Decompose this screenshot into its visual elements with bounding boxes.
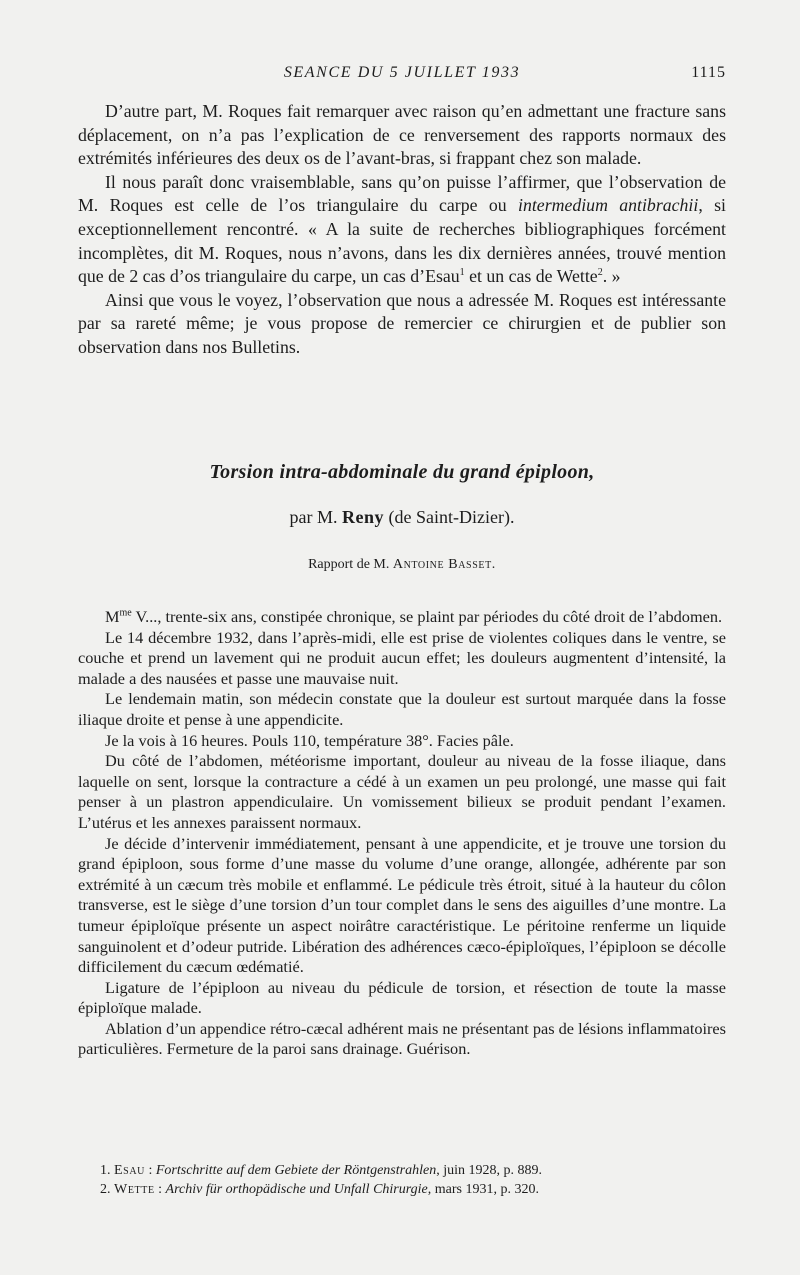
paragraph: Le lendemain matin, son médecin constate que la douleur est surtout marquée dans la fosse iliaque droite et pense à une appendicite. [78,689,726,729]
footnote-sep: : [144,1163,156,1178]
footnote-title: Fortschritte auf dem Gebiete der Röntgenstrahlen [155,1163,437,1178]
footnote [100,1180,726,1199]
footnote-author: Esau [114,1163,145,1178]
intro-section [78,100,726,360]
author-name: Reny [342,507,385,527]
paragraph: Le 14 décembre 1932, dans l’après-midi, elle est prise de violentes coliques dans le ventre, se couche et prend un lavement qui ne produit aucun effet; les douleurs augmentent d’intensité, la malade a des nausées et passe une mauvaise nuit. [78,627,726,688]
footnote-rest: , mars 1931, p. 320. [427,1182,539,1197]
salutation-sup: me [119,607,132,619]
text-run: . » [602,266,621,287]
text-run: V..., trente-six ans, constipée chronique, se plaint par périodes du côté droit de l’abdomen. [131,607,723,626]
byline [78,507,726,528]
footnote-number: 2. [100,1182,111,1197]
footnotes [100,1161,726,1199]
text-run: et un cas de Wette [464,266,598,287]
text-run: , si exceptionnellement rencontré. « A la suite de recherches bibliographiques forcément incomplètes, dit M. Roques, nous n’avons, dans les dix dernières années, trouvé mention que de 2 cas d’os triangulaire du carpe, un cas d’Esau [78,195,726,287]
footnote [100,1161,726,1180]
report-line [78,557,726,573]
paragraph: D’autre part, M. Roques fait remarquer avec raison qu’en admettant une fracture sans déplacement, on n’a pas l’explication de ce renversement des rapports normaux des extrémités inférieures des deux os de l’avant-bras, si frappant chez son malade. [78,101,726,169]
paragraph: Ligature de l’épiploon au niveau du pédicule de torsion, et résection de toute la masse épiploïque malade. [78,977,726,1018]
footnote-ref: 2 [597,267,603,279]
article-title: Torsion intra-abdominale du grand épiploon, [209,461,595,483]
paragraph: Je la vois à 16 heures. Pouls 110, température 38°. Facies pâle. [105,730,514,750]
footnote-number: 1. [100,1163,111,1178]
paragraph [78,607,726,628]
case-report [78,607,726,1060]
running-head [78,64,726,86]
latin-term: intermedium antibrachii [518,195,699,216]
paragraph: Je décide d’intervenir immédiatement, pensant à une appendicite, et je trouve une torsion du grand épiploon, sous forme d’une masse du volume d’une orange, allongée, adhérente par son extrémité à un cæcum très mobile et enflammé. Le pédicule très étroit, situé à la hauteur du côlon transverse, est le siège d’une torsion d’un tour complet dans le sens des aiguilles d’une montre. La tumeur épiploïque présente un aspect noirâtre caractéristique. Le péritoine renferme un liquide sanguinolent et d’odeur putride. Libération des adhérences cæco-épiploïques, l’épiploon se décolle difficilement du cæcum œdématié. [78,833,726,977]
footnote-rest: , juin 1928, p. 889. [436,1163,542,1178]
footnote-sep: : [154,1182,166,1197]
page-number: 1115 [691,64,726,81]
paragraph: Ablation d’un appendice rétro-cæcal adhérent mais ne présentant pas de lésions inflammatoires particulières. Fermeture de la paroi sans drainage. Guérison. [78,1018,726,1059]
paragraph: Du côté de l’abdomen, météorisme important, douleur au niveau de la fosse iliaque, dans laquelle on sent, lorsque la contracture a cédé à un examen un peu prolongé, une masse qui fait penser à un plastron appendiculaire. Un vomissement bilieux se produit pendant l’examen. L’utérus et les annexes paraissent normaux. [78,751,726,832]
footnote-author: Wette [114,1182,155,1197]
byline-suffix: (de Saint-Dizier). [384,507,515,527]
byline-prefix: par M. [289,507,343,527]
reporter-name: Antoine Basset. [392,557,496,572]
salutation: M [105,607,120,626]
paragraph [78,171,726,289]
footnote-title: Archiv für orthopädische und Unfall Chirurgie [165,1182,428,1197]
text-run: Il nous paraît donc vraisemblable, sans qu’on puisse l’affirmer, que l’observation de M. Roques est celle de l’os triangulaire du carpe ou [78,171,726,216]
footnote-ref: 1 [459,267,465,279]
report-prefix: Rapport de M. [308,557,393,572]
paragraph: Ainsi que vous le voyez, l’observation que nous a adressée M. Roques est intéressante par sa rareté même; je vous propose de remercier ce chirurgien et de publier son observation dans nos Bulletins. [78,289,726,357]
running-title: SEANCE DU 5 JUILLET 1933 [283,64,521,81]
